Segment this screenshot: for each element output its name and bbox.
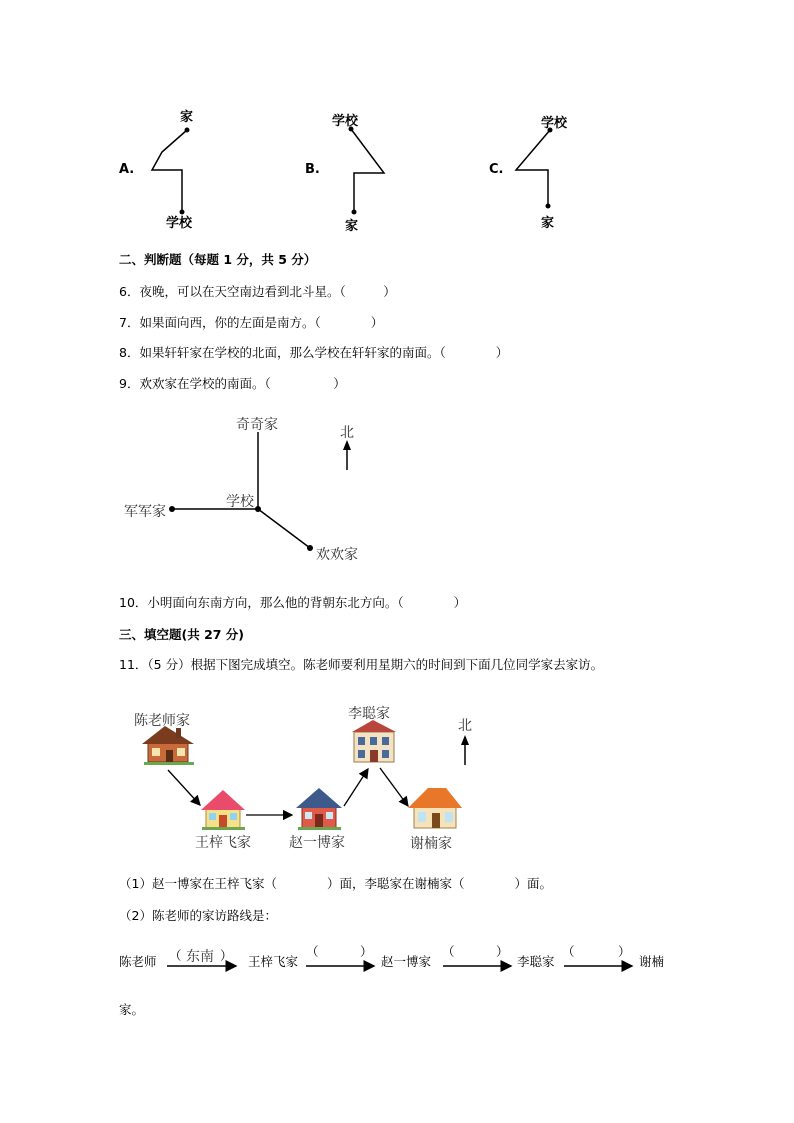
option-b-letter: B. <box>305 162 320 177</box>
question-11-part-1: （1）赵一博家在王梓飞家（ ）面，李聪家在谢楠家（ ）面。 <box>119 876 552 891</box>
option-a-letter: A. <box>119 162 135 177</box>
route-paren-open-3: （ <box>442 944 455 959</box>
map2-label-chen: 陈老师家 <box>134 713 190 729</box>
question-6: 6．夜晚，可以在天空南边看到北斗星。（ ） <box>119 284 396 299</box>
option-c-bottom-label: 家 <box>541 216 555 231</box>
question-11: 11．（5 分）根据下图完成填空。陈老师要利用星期六的时间到下面几位同学家去家访。 <box>119 657 604 672</box>
option-a-top-label: 家 <box>180 110 194 125</box>
route-end-part-2: 家。 <box>119 1002 145 1017</box>
map1-label-qiqi: 奇奇家 <box>236 417 278 433</box>
route-paren-open-2: （ <box>306 944 319 959</box>
section3-heading: 三、填空题(共 27 分) <box>119 627 245 642</box>
route-paren-close-3: ） <box>496 944 509 959</box>
route-paren-close-2: ） <box>360 944 373 959</box>
question-9: 9．欢欢家在学校的南面。（ ） <box>119 376 346 391</box>
map2-label-north: 北 <box>458 718 472 734</box>
map1-label-north: 北 <box>340 425 354 441</box>
question-8: 8．如果轩轩家在学校的北面，那么学校在轩轩家的南面。（ ） <box>119 345 509 360</box>
option-b-bottom-label: 家 <box>345 219 359 234</box>
route-paren-close-1: ） <box>220 948 233 963</box>
route-paren-close-4: ） <box>618 944 631 959</box>
question-7: 7．如果面向西，你的左面是南方。（ ） <box>119 315 384 330</box>
map1-label-huanhuan: 欢欢家 <box>316 547 358 563</box>
option-c-letter: C. <box>489 162 504 177</box>
route-stop-3: 李聪家 <box>517 954 555 969</box>
route-paren-open-1: （ <box>169 948 182 963</box>
map2-label-xie: 谢楠家 <box>410 836 452 852</box>
route-stop-1: 王梓飞家 <box>248 954 299 969</box>
route-paren-open-4: （ <box>562 944 575 959</box>
route-end-part-1: 谢楠 <box>639 954 665 969</box>
question-11-part-2: （2）陈老师的家访路线是： <box>119 908 277 923</box>
map2-label-zhao: 赵一博家 <box>289 835 345 851</box>
question-10: 10．小明面向东南方向，那么他的背朝东北方向。（ ） <box>119 595 467 610</box>
section2-heading: 二、判断题（每题 1 分，共 5 分） <box>119 252 317 267</box>
map1-label-junjun: 军军家 <box>124 504 166 520</box>
map2-label-wang: 王梓飞家 <box>195 835 251 851</box>
route-answer-1: 东南 <box>186 949 214 965</box>
map2-label-li: 李聪家 <box>348 706 390 722</box>
route-stop-2: 赵一博家 <box>381 954 432 969</box>
option-b-top-label: 学校 <box>332 114 359 129</box>
map1-label-school: 学校 <box>226 494 254 510</box>
route-start: 陈老师 <box>119 954 157 969</box>
option-a-bottom-label: 学校 <box>166 216 193 231</box>
option-c-top-label: 学校 <box>541 116 568 131</box>
